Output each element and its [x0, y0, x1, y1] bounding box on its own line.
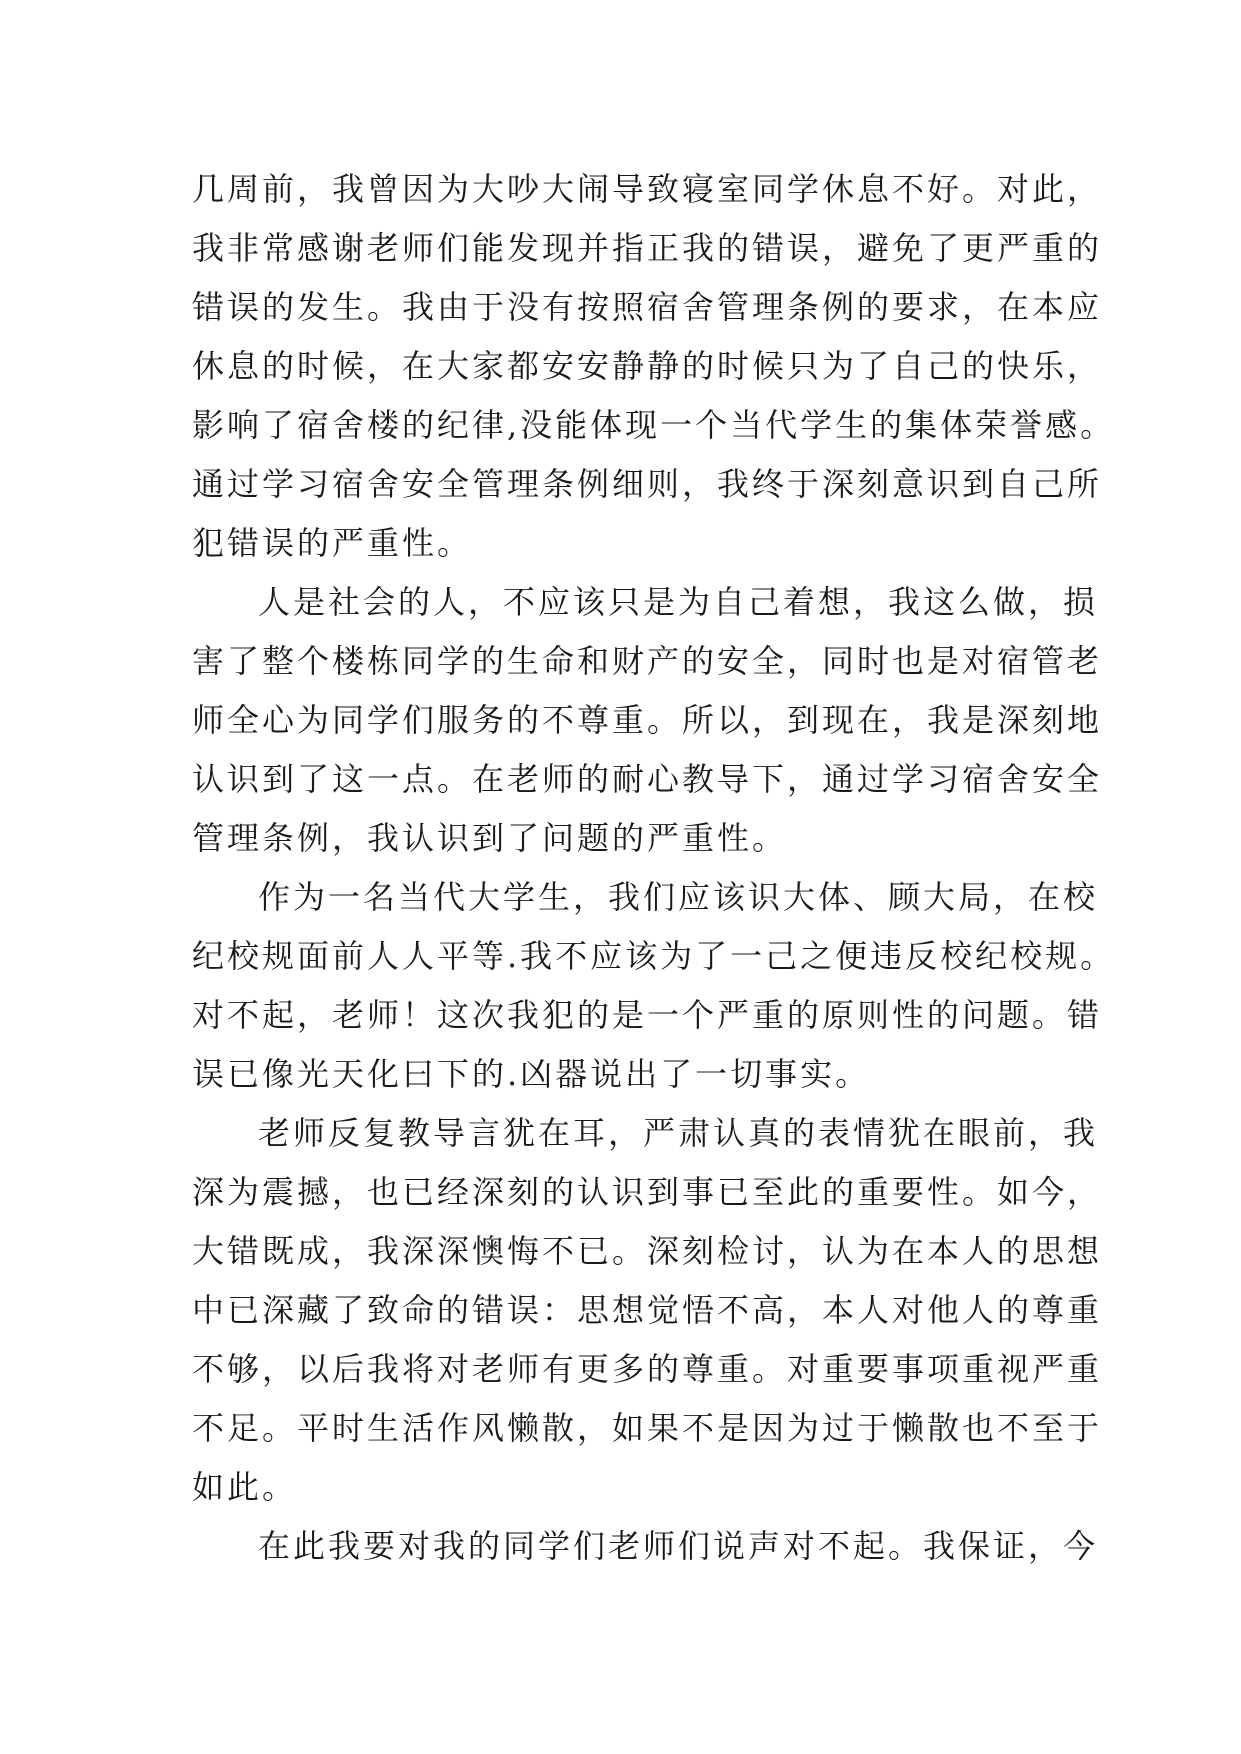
text-line: 中已深藏了致命的错误：思想觉悟不高，本人对他人的尊重 [192, 1291, 1103, 1329]
paragraph-4 [192, 1104, 1103, 1517]
text-line: 我非常感谢老师们能发现并指正我的错误，避免了更严重的 [192, 229, 1103, 267]
text-line: 通过学习宿舍安全管理条例细则，我终于深刻意识到自己所 [192, 465, 1103, 503]
document-body [192, 160, 1116, 1576]
text-line: 管理条例，我认识到了问题的严重性。 [192, 819, 788, 857]
text-line: 对不起，老师！这次我犯的是一个严重的原则性的问题。错 [192, 996, 1103, 1034]
text-line: 如此。 [192, 1468, 298, 1506]
text-line: 不够，以后我将对老师有更多的尊重。对重要事项重视严重 [192, 1350, 1103, 1388]
text-line: 错误的发生。我由于没有按照宿舍管理条例的要求，在本应 [192, 288, 1103, 326]
text-line: 师全心为同学们服务的不尊重。所以，到现在，我是深刻地 [192, 701, 1103, 739]
text-line: 老师反复教导言犹在耳，严肃认真的表情犹在眼前，我 [258, 1114, 1099, 1152]
text-line: 犯错误的严重性。 [192, 524, 473, 562]
paragraph-3 [192, 868, 1116, 1104]
text-line: 休息的时候，在大家都安安静静的时候只为了自己的快乐， [192, 347, 1103, 385]
text-line: 误已像光天化曰下的.凶器说出了一切事实。 [192, 1055, 871, 1093]
text-line: 人是社会的人，不应该只是为自己着想，我这么做，损 [258, 583, 1099, 621]
text-line: 大错既成，我深深懊悔不已。深刻检讨，认为在本人的思想 [192, 1232, 1103, 1270]
paragraph-5 [192, 1517, 1099, 1576]
text-line: 不足。平时生活作风懒散，如果不是因为过于懒散也不至于 [192, 1409, 1103, 1447]
text-line: 认识到了这一点。在老师的耐心教导下，通过学习宿舍安全 [192, 760, 1103, 798]
text-line: 纪校规面前人人平等.我不应该为了一己之便违反校纪校规。 [192, 937, 1116, 975]
text-line: 作为一名当代大学生，我们应该识大体、顾大局，在校 [258, 878, 1099, 916]
text-line: 影响了宿舍楼的纪律,没能体现一个当代学生的集体荣誉感。 [192, 406, 1116, 444]
paragraph-1 [192, 160, 1116, 573]
text-line: 深为震撼，也已经深刻的认识到事已至此的重要性。如今， [192, 1173, 1103, 1211]
text-line: 几周前，我曾因为大吵大闹导致寝室同学休息不好。对此， [192, 170, 1103, 208]
text-line: 在此我要对我的同学们老师们说声对不起。我保证，今 [258, 1527, 1099, 1565]
text-line: 害了整个楼栋同学的生命和财产的安全，同时也是对宿管老 [192, 642, 1103, 680]
paragraph-2 [192, 573, 1103, 868]
